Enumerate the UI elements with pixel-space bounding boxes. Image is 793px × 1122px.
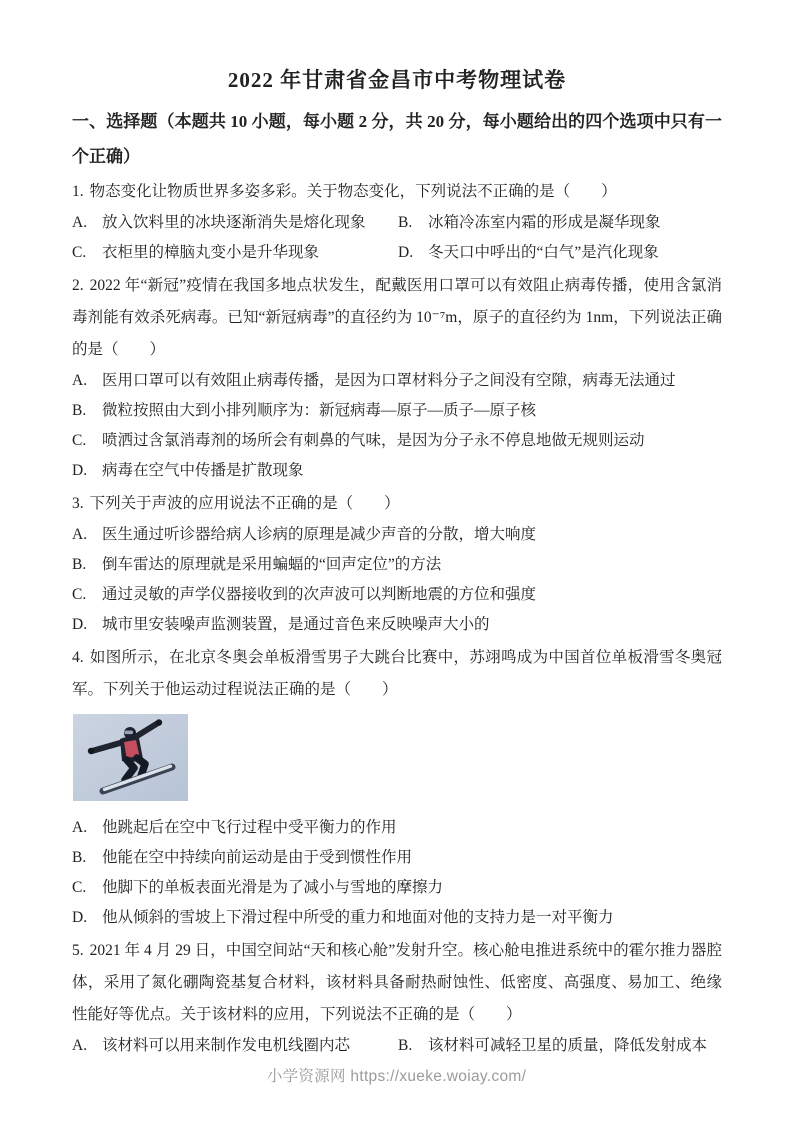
option-a	[72, 366, 722, 396]
option-text: 病毒在空气中传播是扩散现象	[102, 462, 304, 479]
question-4-options	[72, 813, 722, 933]
option-text: 他跳起后在空中飞行过程中受平衡力的作用	[102, 819, 397, 836]
option-text: 衣柜里的樟脑丸变小是升华现象	[102, 244, 320, 261]
option-a	[72, 520, 722, 550]
question-3-options	[72, 520, 722, 640]
option-label: A.	[72, 214, 88, 231]
option-text: 倒车雷达的原理就是采用蝙蝠的“回声定位”的方法	[102, 556, 442, 573]
option-b	[72, 843, 722, 873]
section-heading: 一、选择题（本题共 10 小题，每小题 2 分，共 20 分，每小题给出的四个选项中只有一个正确）	[72, 112, 722, 166]
option-text: 通过灵敏的声学仪器接收到的次声波可以判断地震的方位和强度	[102, 586, 537, 603]
question-1-options	[72, 208, 722, 268]
option-text: 该材料可减轻卫星的质量，降低发射成本	[428, 1037, 708, 1054]
question-text: 下列关于声波的应用说法不正确的是（ ）	[89, 495, 400, 512]
option-c	[72, 426, 722, 456]
option-text: 喷洒过含氯消毒剂的场所会有刺鼻的气味，是因为分子永不停息地做无规则运动	[102, 432, 645, 449]
option-label: B.	[398, 214, 413, 231]
option-text: 医生通过听诊器给病人诊病的原理是减少声音的分散，增大响度	[102, 526, 537, 543]
option-text: 冬天口中呼出的“白气”是汽化现象	[428, 244, 659, 261]
option-label: A.	[72, 526, 88, 543]
question-text: 物态变化让物质世界多姿多彩。关于物态变化，下列说法不正确的是（ ）	[89, 183, 617, 200]
option-b	[72, 550, 722, 580]
question-number: 3.	[72, 495, 84, 512]
page-title: 2022 年甘肃省金昌市中考物理试卷	[227, 68, 567, 92]
question-1	[72, 176, 722, 268]
option-label: D.	[72, 462, 88, 479]
question-3-stem	[72, 488, 722, 520]
option-text: 城市里安装噪声监测装置，是通过音色来反映噪声大小的	[102, 616, 490, 633]
option-label: B.	[398, 1037, 413, 1054]
option-a	[72, 1031, 398, 1061]
option-label: C.	[72, 244, 87, 261]
option-label: D.	[72, 909, 88, 926]
option-a	[72, 813, 722, 843]
option-text: 他能在空中持续向前运动是由于受到惯性作用	[102, 849, 413, 866]
option-text: 他脚下的单板表面光滑是为了减小与雪地的摩擦力	[102, 879, 444, 896]
question-text: 2021 年 4 月 29 日，中国空间站“天和核心舱”发射升空。核心舱电推进系统中的霍尔推力器腔体，采用了氮化硼陶瓷基复合材料，该材料具备耐热耐蚀性、低密度、高强度、易加工、绝缘性能好等优点。关于该材料的应用，下列说法不正确的是（ ）	[72, 942, 722, 1023]
question-number: 4.	[72, 649, 84, 666]
question-text: 如图所示，在北京冬奥会单板滑雪男子大跳台比赛中，苏翊鸣成为中国首位单板滑雪冬奥冠军。下列关于他运动过程说法正确的是（ ）	[72, 649, 722, 698]
option-text: 该材料可以用来制作发电机线圈内芯	[102, 1037, 351, 1054]
question-number: 5.	[72, 942, 84, 959]
question-5	[72, 935, 722, 1061]
option-d	[72, 456, 722, 486]
option-text: 微粒按照由大到小排列顺序为：新冠病毒—原子—质子—原子核	[102, 402, 537, 419]
option-d	[72, 610, 722, 640]
option-label: C.	[72, 432, 87, 449]
option-label: D.	[72, 616, 88, 633]
option-label: C.	[72, 586, 87, 603]
option-b	[398, 208, 722, 238]
question-text: 2022 年“新冠”疫情在我国多地点状发生，配戴医用口罩可以有效阻止病毒传播，使用含氯消毒剂能有效杀死病毒。已知“新冠病毒”的直径约为 10⁻⁷m，原子的直径约为 1nm，下列说法正确的是（ ）	[72, 277, 722, 358]
option-label: B.	[72, 402, 87, 419]
option-label: A.	[72, 819, 88, 836]
option-c	[72, 580, 722, 610]
footer-watermark: 小学资源网 https://xueke.woiay.com/	[266, 1068, 527, 1085]
question-5-stem	[72, 935, 722, 1031]
option-label: B.	[72, 556, 87, 573]
option-b	[72, 396, 722, 426]
option-label: A.	[72, 1037, 88, 1054]
question-2-stem	[72, 270, 722, 366]
option-text: 他从倾斜的雪坡上下滑过程中所受的重力和地面对他的支持力是一对平衡力	[102, 909, 614, 926]
option-a	[72, 208, 398, 238]
option-text: 放入饮料里的冰块逐渐消失是熔化现象	[102, 214, 366, 231]
question-4-stem	[72, 642, 722, 706]
question-2	[72, 270, 722, 486]
option-c	[72, 238, 398, 268]
option-d	[398, 238, 722, 268]
question-number: 2.	[72, 277, 84, 294]
option-label: A.	[72, 372, 88, 389]
question-number: 1.	[72, 183, 84, 200]
option-c	[72, 873, 722, 903]
question-2-options	[72, 366, 722, 486]
option-b	[398, 1031, 722, 1061]
option-text: 医用口罩可以有效阻止病毒传播，是因为口罩材料分子之间没有空隙，病毒无法通过	[102, 372, 676, 389]
option-d	[72, 903, 722, 933]
option-text: 冰箱冷冻室内霜的形成是凝华现象	[428, 214, 661, 231]
option-label: B.	[72, 849, 87, 866]
question-5-options	[72, 1031, 722, 1061]
question-4	[72, 642, 722, 933]
option-label: D.	[398, 244, 414, 261]
question-1-stem	[72, 176, 722, 208]
snowboarder-photo	[73, 714, 188, 801]
question-3	[72, 488, 722, 640]
option-label: C.	[72, 879, 87, 896]
